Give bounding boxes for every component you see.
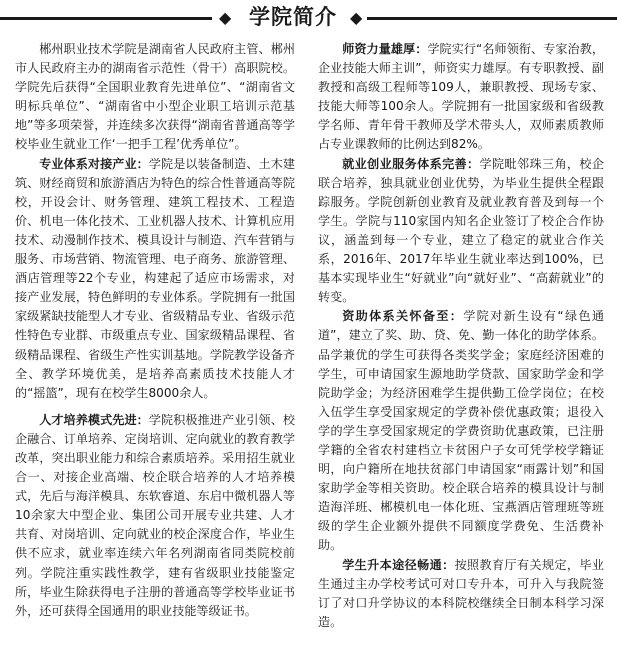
intro-paragraph [15,40,295,155]
paragraph-text: 学院实行“名师领衔、专家治教，企业技能大师主训”，师资实力雄厚。有专职教授、副教授和高级工程师等109人，兼职教授、现场专家、技能大师等100余人。学院拥有一批国家级和省级教学名师、青年骨干教师及学术带头人，双师素质教师占专业课教师的比例达到82%。 [318,42,604,152]
paragraph-text: 学院毗邻珠三角，校企联合培养，独具就业创业优势，为毕业生提供全程跟踪服务。学院创新创业教育及就业教育普及到每一个学生。学院与110家国内知名企业签订了校企合作协议，涵盖到每一个专业，建立了稳定的就业合作关系，2016年、2017年毕业生就业率达到100%，已基本实现毕业生“好就业”向“就好业”、“高薪就业”的转变。 [318,156,604,305]
paragraph-heading: 学生升本途径畅通： [342,557,455,572]
paragraph-training-model [15,403,295,621]
header-rule-right [367,17,617,20]
paragraph-text: 学院对新生设有“绿色通道”，建立了奖、助、贷、免、勤一体化的助学体系。品学兼优的学生可获得各类奖学金；家庭经济困难的学生，可申请国家生源地助学贷款、国家助学金和学院助学金；为经济困难学生提供勤工俭学岗位；在校入伍学生享受国家规定的学费补偿优惠政策；退役入学的学生享受国家规定的学费资助优惠政策，已注册学籍的全省农村建档立卡贫困户子女可凭学校学籍证明，向户籍所在地扶贫部门申请国家“雨露计划”和国家助学金等相关资助。校企联合培养的模具设计与制造海洋班、郴模机电一体化班、宝燕酒店管理班等班级的学生企业额外提供不同额度学费免、生活费补助。 [318,309,604,553]
paragraph-text: 学院积极推进产业引领、校企融合、订单培养、定岗培训、定向就业的教育教学改革，突出职业能力和综合素质培养。采用招生就业合一、对接企业高端、校企联合培养的人才培养模式，先后与海洋模具、东软睿道、东启中微机器人等10余家大中型企业、集团公司开展专业共建、人才共育、对岗培训、定向就业的校企深度合作，毕业生供不应求，就业率连续六年名列湖南省同类院校前列。学院注重实践性教学，建有省级职业技能鉴定所，毕业生除获得电子注册的普通高等学校毕业证书外，还可获得全国通用的职业技能等级证书。 [15,412,295,618]
paragraph-financial-aid [318,307,604,555]
page-title: 学院简介 [249,4,337,29]
paragraph-employment [318,155,604,308]
diamond-icon-left: ◆ [219,8,232,27]
paragraph-heading: 就业创业服务体系完善： [342,156,480,171]
paragraph-text: 郴州职业技术学院是湖南省人民政府主管、郴州市人民政府主办的湖南省示范性（骨干）高职院校。学院先后获得“全国职业教育先进单位”、“湖南省文明标兵单位”、“湖南省中小型企业职工培训示范基地”等多项荣誉，并连续多次获得“湖南省普通高等学校毕业生就业工作‘一把手工程’优秀单位”。 [15,42,295,152]
diamond-icon-right: ◆ [350,8,363,27]
paragraph-faculty [318,40,604,155]
paragraph-upgrade-path [318,556,604,632]
paragraph-heading: 专业体系对接产业： [39,156,149,171]
paragraph-text: 学院是以装备制造、土木建筑、财经商贸和旅游酒店为特色的综合性普通高等院校，开设会计、财务管理、建筑工程技术、工程造价、机电一体化技术、工业机器人技术、计算机应用技术、动漫制作技术、模具设计与制造、汽车营销与服务、市场营销、物流管理、电子商务、旅游管理、酒店管理等22个专业，构建起了适应市场需求，对接产业发展，特色鲜明的专业体系。学院拥有一批国家级紧缺技能型人才专业、省级精品专业、省级示范性特色专业群、市级重点专业、国家级精品课程、省级精品课程、省级生产性实训基地。学院教学设备齐全、教学环境优美，是培养高素质技术技能人才的“摇篮”，现有在校学生8000余人。 [15,156,295,400]
paragraph-major-system [15,155,295,403]
header-rule-left [0,17,212,20]
section-header [0,0,617,34]
paragraph-heading: 师资力量雄厚： [342,42,428,56]
paragraph-heading: 人才培养模式先进： [39,412,149,427]
paragraph-text: 按照教育厅有关规定，毕业生通过主办学校考试可对口专升本，可升入与我院签订了对口升学协议的本科院校继续全日制本科学习深造。 [318,557,604,629]
paragraph-heading: 资助体系关怀备至： [342,309,464,324]
text-column-left [15,40,295,621]
text-column-right [318,40,604,632]
